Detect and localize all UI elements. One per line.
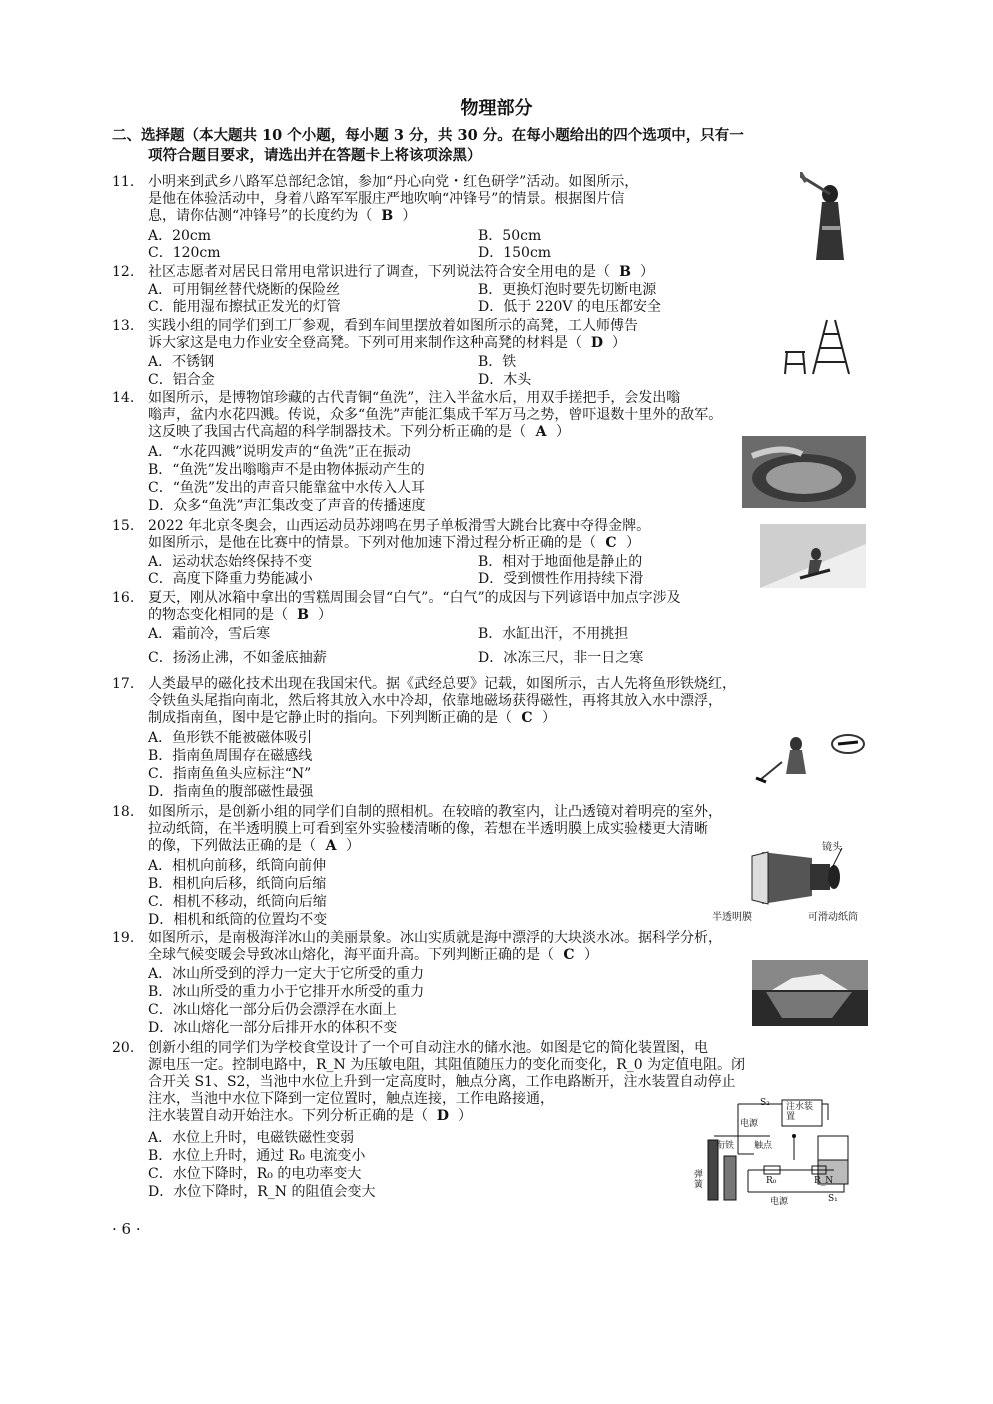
- answer: A: [325, 838, 337, 854]
- answer: B: [381, 208, 394, 224]
- label-s2: S₂: [760, 1098, 770, 1108]
- question-16: 16. 夏天，刚从冰箱中拿出的雪糕周围会冒“白气”。“白气”的成因与下列谚语中加点字涉及 的物态变化相同的是（ B ）: [112, 590, 681, 623]
- label-tube: 可滑动纸筒: [808, 912, 858, 923]
- option-c: C．“鱼洗”发出的声音只能靠盆中水传入人耳: [148, 480, 426, 496]
- option-d: D．受到惯性作用持续下滑: [478, 571, 644, 587]
- question-13: 13. 实践小组的同学们到工厂参观，看到车间里摆放着如图所示的高凳，工人师傅告 诉大家这是电力作业安全登高凳。下列可用来制作这种高凳的材料是（ D ）: [112, 318, 638, 351]
- option-b: B．冰山所受的重力小于它排开水所受的重力: [148, 984, 425, 1000]
- answer: A: [535, 424, 547, 440]
- label-film: 半透明膜: [712, 912, 752, 923]
- option-a: A．冰山所受到的浮力一定大于它所受的重力: [148, 966, 425, 982]
- answer: D: [436, 1108, 450, 1124]
- option-d: D．指南鱼的腹部磁性最强: [148, 784, 314, 800]
- option-b: B．更换灯泡时要先切断电源: [478, 282, 657, 298]
- option-b: B．相对于地面他是静止的: [478, 554, 643, 570]
- compass-fish-image: [752, 722, 867, 784]
- iceberg-image: [752, 960, 868, 1026]
- option-d: D．木头: [478, 372, 532, 388]
- page-number: · 6 ·: [112, 1220, 141, 1238]
- ladder-stool-image: [783, 318, 855, 376]
- answer: B: [297, 607, 309, 623]
- option-a: A．“水花四溅”说明发声的“鱼洗”正在振动: [148, 444, 411, 460]
- question-15: 15. 2022 年北京冬奥会，山西运动员苏翊鸣在男子单板滑雪大跳台比赛中夺得金牌。 如图所示，是他在比赛中的情景。下列对他加速下滑过程分析正确的是（ C ）: [112, 518, 651, 551]
- option-b: B．水缸出汗，不用挑担: [478, 626, 629, 642]
- bronze-basin-image: [742, 436, 866, 508]
- bugler-image: [800, 172, 862, 262]
- camera-drawing: [712, 838, 872, 910]
- option-c: C．能用湿布擦拭正发光的灯管: [148, 299, 341, 315]
- option-b: B．50cm: [478, 228, 542, 244]
- option-d: D．冰冻三尺，非一日之寒: [478, 650, 644, 666]
- label-armature: 衔铁: [716, 1141, 735, 1151]
- question-18: 18. 如图所示，是创新小组的同学们自制的照相机。在较暗的教室内，让凸透镜对着明亮的室外， 拉动纸筒，在半透明膜上可看到室外实验楼清晰的像，若想在半透明膜上成实验楼更大清晰 的像，下列做法正确的是（ A ）: [112, 804, 722, 854]
- question-12: 12. 社区志愿者对居民日常用电常识进行了调查，下列说法符合安全用电的是（ B ）: [112, 264, 654, 280]
- option-c: C．铝合金: [148, 372, 215, 388]
- snowboarder-image: [760, 524, 866, 588]
- option-a: A．不锈钢: [148, 354, 215, 370]
- label-contact: 触点: [754, 1141, 773, 1151]
- option-a: A．运动状态始终保持不变: [148, 554, 313, 570]
- option-c: C．指南鱼鱼头应标注“N”: [148, 766, 312, 782]
- option-b: B．铁: [478, 354, 517, 370]
- label-power-control: 电源: [770, 1197, 789, 1207]
- option-d: D．相机和纸筒的位置均不变: [148, 912, 328, 928]
- option-b: B．相机向后移，纸筒向后缩: [148, 876, 327, 892]
- option-b: B．水位上升时，通过 R₀ 电流变小: [148, 1148, 366, 1164]
- page-title: 物理部分: [460, 98, 533, 119]
- answer: C: [521, 710, 533, 726]
- option-d: D．低于 220V 的电压都安全: [478, 299, 661, 315]
- label-spring: 弹簧: [694, 1170, 704, 1190]
- answer: D: [590, 335, 604, 351]
- label-s1: S₁: [828, 1194, 838, 1204]
- option-c: C．冰山熔化一部分后仍会漂浮在水面上: [148, 1002, 397, 1018]
- answer: B: [619, 264, 631, 280]
- option-a: A．水位上升时，电磁铁磁性变弱: [148, 1130, 355, 1146]
- option-d: D．冰山熔化一部分后排开水的体积不变: [148, 1020, 398, 1036]
- option-c: C．相机不移动，纸筒向后缩: [148, 894, 327, 910]
- label-rn: R_N: [814, 1176, 834, 1186]
- label-lens: 镜头: [822, 842, 842, 853]
- option-a: A．相机向前移，纸筒向前伸: [148, 858, 327, 874]
- option-a: A．20cm: [148, 228, 212, 244]
- option-c: C．高度下降重力势能减小: [148, 571, 313, 587]
- option-c: C．水位下降时，R₀ 的电功率变大: [148, 1166, 362, 1182]
- option-c: C．扬汤止沸，不如釜底抽薪: [148, 650, 327, 666]
- question-17: 17. 人类最早的磁化技术出现在我国宋代。据《武经总要》记载，如图所示，古人先将鱼形铁烧红， 令铁鱼头尾指向南北，然后将其放入水中冷却，依靠地磁场获得磁性，再将其放入水中漂浮， 制成指南鱼，图中是它静止时的指向。下列判断正确的是（ C ）: [112, 676, 736, 726]
- option-d: D．众多“鱼洗”声汇集改变了声音的传播速度: [148, 498, 426, 514]
- question-14: 14. 如图所示，是博物馆珍藏的古代青铜“鱼洗”，注入半盆水后，用双手搓把手，会发出嗡 嗡声，盆内水花四溅。传说，众多“鱼洗”声能汇集成千军万马之势，曾吓退数十里外的敌军。 这反映了我国古代高超的科学制器技术。下列分析正确的是（ A ）: [112, 390, 723, 440]
- question-19: 19. 如图所示，是南极海洋冰山的美丽景象。冰山实质就是海中漂浮的大块淡水冰。据科学分析， 全球气候变暖会导致冰山熔化，海平面升高。下列判断正确的是（ C ）: [112, 930, 722, 963]
- section-heading: 二、选择题（本大题共 10 个小题，每小题 3 分，共 30 分。在每小题给出的四个选项中，只有一 项符合题目要求，请选出并在答题卡上将该项涂黑）: [112, 127, 744, 164]
- option-a: A．可用铜丝替代烧断的保险丝: [148, 282, 341, 298]
- label-water-device: 注水装置: [786, 1102, 814, 1122]
- circuit-wiring: [694, 1096, 866, 1208]
- circuit-diagram: [694, 1096, 866, 1208]
- option-d: D．水位下降时，R_N 的阻值会变大: [148, 1184, 376, 1200]
- answer: C: [605, 535, 617, 551]
- option-c: C．120cm: [148, 245, 221, 261]
- option-d: D．150cm: [478, 245, 552, 261]
- option-a: A．霜前冷，雪后寒: [148, 626, 271, 642]
- label-r0: R₀: [766, 1176, 777, 1186]
- question-20: 20. 创新小组的同学们为学校食堂设计了一个可自动注水的储水池。如图是它的简化装置图，电 源电压一定。控制电路中，R_N 为压敏电阻，其阻值随压力的变化而变化，R_0 为定值电阻。闭 合开关 S1、S2，当池中水位上升到一定高度时，触点分离，工作电路断开，注水装置自动停止 注水，当池中水位下降到一定位置时，触点连接，工作电路接通， 注水装置自动开始注水。下列分析正确的是（ D ）: [112, 1040, 746, 1124]
- question-11: 11. 小明来到武乡八路军总部纪念馆，参加“丹心向党・红色研学”活动。如图所示， 是他在体验活动中，身着八路军军服庄严地吹响“冲锋号”的情景。根据图片信 息，请你估测“冲锋号”的长度约为（ B ）: [112, 174, 639, 224]
- label-power-work: 电源: [740, 1119, 759, 1129]
- pinhole-camera-figure: [712, 838, 872, 924]
- answer: C: [563, 947, 575, 963]
- option-b: B．“鱼洗”发出嗡嗡声不是由物体振动产生的: [148, 462, 425, 478]
- option-b: B．指南鱼周围存在磁感线: [148, 748, 313, 764]
- option-a: A．鱼形铁不能被磁体吸引: [148, 730, 313, 746]
